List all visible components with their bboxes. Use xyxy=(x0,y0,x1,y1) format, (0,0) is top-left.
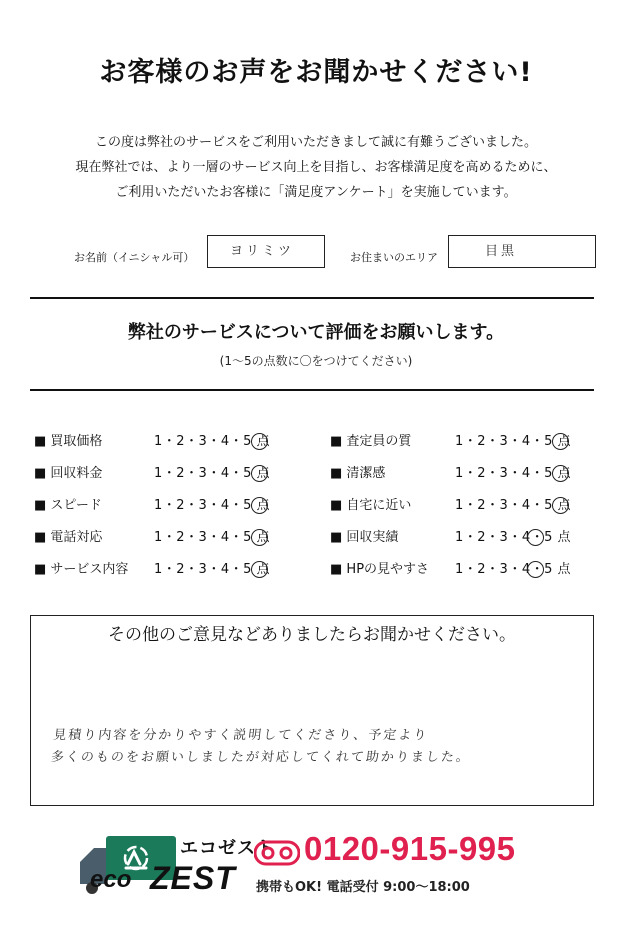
intro-text xyxy=(0,130,632,205)
intro-line-2: 現在弊社では、より一層のサービス向上を目指し、お客様満足度を高めるために、 xyxy=(75,160,557,175)
rating-label: ■ スピード xyxy=(34,498,102,513)
divider-bottom xyxy=(30,389,594,391)
comment-handwriting xyxy=(50,725,475,769)
comment-line-2: 多くのものをお願いしましたが対応してくれて助かりました。 xyxy=(50,750,472,765)
score-circle xyxy=(251,465,268,482)
rating-row xyxy=(330,526,600,550)
section-subtitle: (1〜5の点数に〇をつけてください) xyxy=(219,354,413,368)
logo-katakana: エコゼスト xyxy=(180,838,275,859)
rating-label: ■ 電話対応 xyxy=(34,530,103,545)
rating-scale[interactable]: 1・2・3・4・5 点 xyxy=(455,434,571,449)
comment-title: その他のご意見などありましたらお聞かせください。 xyxy=(108,625,516,645)
area-label: お住まいのエリア xyxy=(350,251,438,264)
score-circle xyxy=(527,561,544,578)
rating-row xyxy=(330,558,600,582)
free-dial-icon xyxy=(254,838,300,866)
score-circle xyxy=(552,433,569,450)
comment-line-1: 見積り内容を分かりやすく説明してくださり、予定より xyxy=(52,728,430,743)
rating-label: ■ 自宅に近い xyxy=(330,498,412,513)
area-field[interactable]: 目黒 xyxy=(448,235,596,268)
score-circle xyxy=(251,497,268,514)
score-circle xyxy=(552,497,569,514)
rating-scale[interactable]: 1・2・3・4・5 点 xyxy=(154,434,270,449)
page-title: お客様のお声をお聞かせください! xyxy=(99,57,533,88)
phone-number[interactable]: 0120-915-995 xyxy=(304,830,516,867)
intro-line-3: ご利用いただいたお客様に「満足度アンケート」を実施しています。 xyxy=(115,185,517,200)
rating-label: ■ 買取価格 xyxy=(34,434,103,449)
rating-label: ■ サービス内容 xyxy=(34,562,129,577)
rating-row xyxy=(34,494,304,518)
rating-scale[interactable]: 1・2・3・4・5 点 xyxy=(154,498,270,513)
rating-scale[interactable]: 1・2・3・4・5 点 xyxy=(154,562,270,577)
score-circle xyxy=(251,561,268,578)
rating-row xyxy=(330,494,600,518)
rating-scale[interactable]: 1・2・3・4・5 点 xyxy=(455,562,571,577)
rating-label: ■ 査定員の質 xyxy=(330,434,412,449)
rating-row xyxy=(34,430,304,454)
rating-scale[interactable]: 1・2・3・4・5 点 xyxy=(154,466,270,481)
intro-line-1: この度は弊社のサービスをご利用いただきまして誠に有難うございました。 xyxy=(94,135,537,150)
rating-row xyxy=(330,462,600,486)
logo-eco-text: eco xyxy=(90,866,132,893)
name-label: お名前（イニシャル可） xyxy=(74,251,195,264)
rating-scale[interactable]: 1・2・3・4・5 点 xyxy=(154,530,270,545)
rating-scale[interactable]: 1・2・3・4・5 点 xyxy=(455,466,571,481)
rating-label: ■ 回収料金 xyxy=(34,466,103,481)
score-circle xyxy=(552,465,569,482)
rating-label: ■ 清潔感 xyxy=(330,466,386,481)
section-title: 弊社のサービスについて評価をお願いします。 xyxy=(127,322,505,343)
score-circle xyxy=(251,433,268,450)
rating-row xyxy=(34,526,304,550)
phone-hours: 携帯もOK! 電話受付 9:00〜18:00 xyxy=(256,880,470,895)
name-field[interactable]: ヨリミツ xyxy=(207,235,325,268)
rating-label: ■ 回収実績 xyxy=(330,530,399,545)
rating-scale[interactable]: 1・2・3・4・5 点 xyxy=(455,530,571,545)
rating-label: ■ HPの見やすさ xyxy=(330,562,430,577)
rating-row xyxy=(34,558,304,582)
divider-top xyxy=(30,297,594,299)
rating-row xyxy=(34,462,304,486)
rating-scale[interactable]: 1・2・3・4・5 点 xyxy=(455,498,571,513)
rating-row xyxy=(330,430,600,454)
score-circle xyxy=(527,529,544,546)
logo-zest-text: ZEST xyxy=(150,860,236,896)
score-circle xyxy=(251,529,268,546)
